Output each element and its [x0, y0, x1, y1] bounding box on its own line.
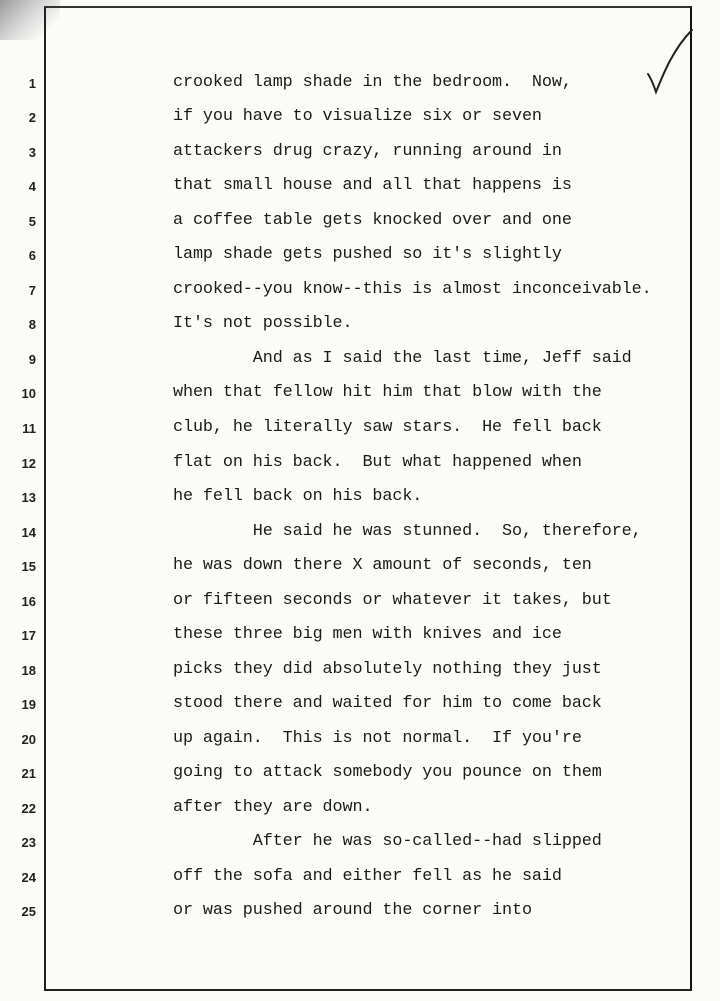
line-number: 25 — [21, 904, 36, 919]
line-number: 9 — [28, 352, 36, 367]
line-number: 20 — [21, 732, 36, 747]
transcript-line: these three big men with knives and ice — [173, 625, 562, 644]
line-number: 16 — [21, 594, 36, 609]
line-number: 22 — [21, 801, 36, 816]
line-number: 21 — [21, 766, 36, 781]
transcript-line: attackers drug crazy, running around in — [173, 142, 562, 161]
line-number: 24 — [21, 870, 36, 885]
transcript-line: after they are down. — [173, 798, 373, 817]
transcript-line: when that fellow hit him that blow with the — [173, 383, 602, 402]
transcript-line: a coffee table gets knocked over and one — [173, 211, 572, 230]
line-number: 19 — [21, 697, 36, 712]
line-number: 6 — [28, 248, 36, 263]
transcript-line: off the sofa and either fell as he said — [173, 867, 562, 886]
line-number: 14 — [21, 525, 36, 540]
transcript-line: stood there and waited for him to come back — [173, 694, 602, 713]
line-number: 17 — [21, 628, 36, 643]
transcript-line: or was pushed around the corner into — [173, 901, 532, 920]
line-number: 2 — [28, 110, 36, 125]
line-number: 11 — [22, 421, 36, 436]
transcript-line: And as I said the last time, Jeff said — [173, 349, 632, 368]
transcript-line: After he was so-called--had slipped — [173, 832, 602, 851]
transcript-line: picks they did absolutely nothing they just — [173, 660, 602, 679]
line-number: 5 — [28, 214, 36, 229]
transcript-line: flat on his back. But what happened when — [173, 453, 582, 472]
transcript-line: He said he was stunned. So, therefore, — [173, 522, 642, 541]
line-number: 15 — [21, 559, 36, 574]
line-number: 3 — [28, 145, 36, 160]
transcript-line: up again. This is not normal. If you're — [173, 729, 582, 748]
transcript-line: if you have to visualize six or seven — [173, 107, 542, 126]
line-number: 18 — [21, 663, 36, 678]
line-number: 4 — [28, 179, 36, 194]
line-number: 1 — [28, 76, 36, 91]
line-number: 23 — [21, 835, 36, 850]
transcript-line: lamp shade gets pushed so it's slightly — [173, 245, 562, 264]
transcript-line: club, he literally saw stars. He fell back — [173, 418, 602, 437]
transcript-line: that small house and all that happens is — [173, 176, 572, 195]
transcript-line: going to attack somebody you pounce on them — [173, 763, 602, 782]
line-number: 7 — [28, 283, 36, 298]
line-number: 10 — [21, 386, 36, 401]
line-number: 8 — [28, 317, 36, 332]
transcript-line: crooked lamp shade in the bedroom. Now, — [173, 73, 572, 92]
transcript-line: It's not possible. — [173, 314, 353, 333]
transcript-line: crooked--you know--this is almost inconceivable. — [173, 280, 652, 299]
transcript-line: he was down there X amount of seconds, ten — [173, 556, 592, 575]
checkmark-icon — [640, 28, 696, 98]
line-number: 12 — [21, 456, 36, 471]
line-number: 13 — [21, 490, 36, 505]
transcript-line: or fifteen seconds or whatever it takes, but — [173, 591, 612, 610]
transcript-line: he fell back on his back. — [173, 487, 423, 506]
